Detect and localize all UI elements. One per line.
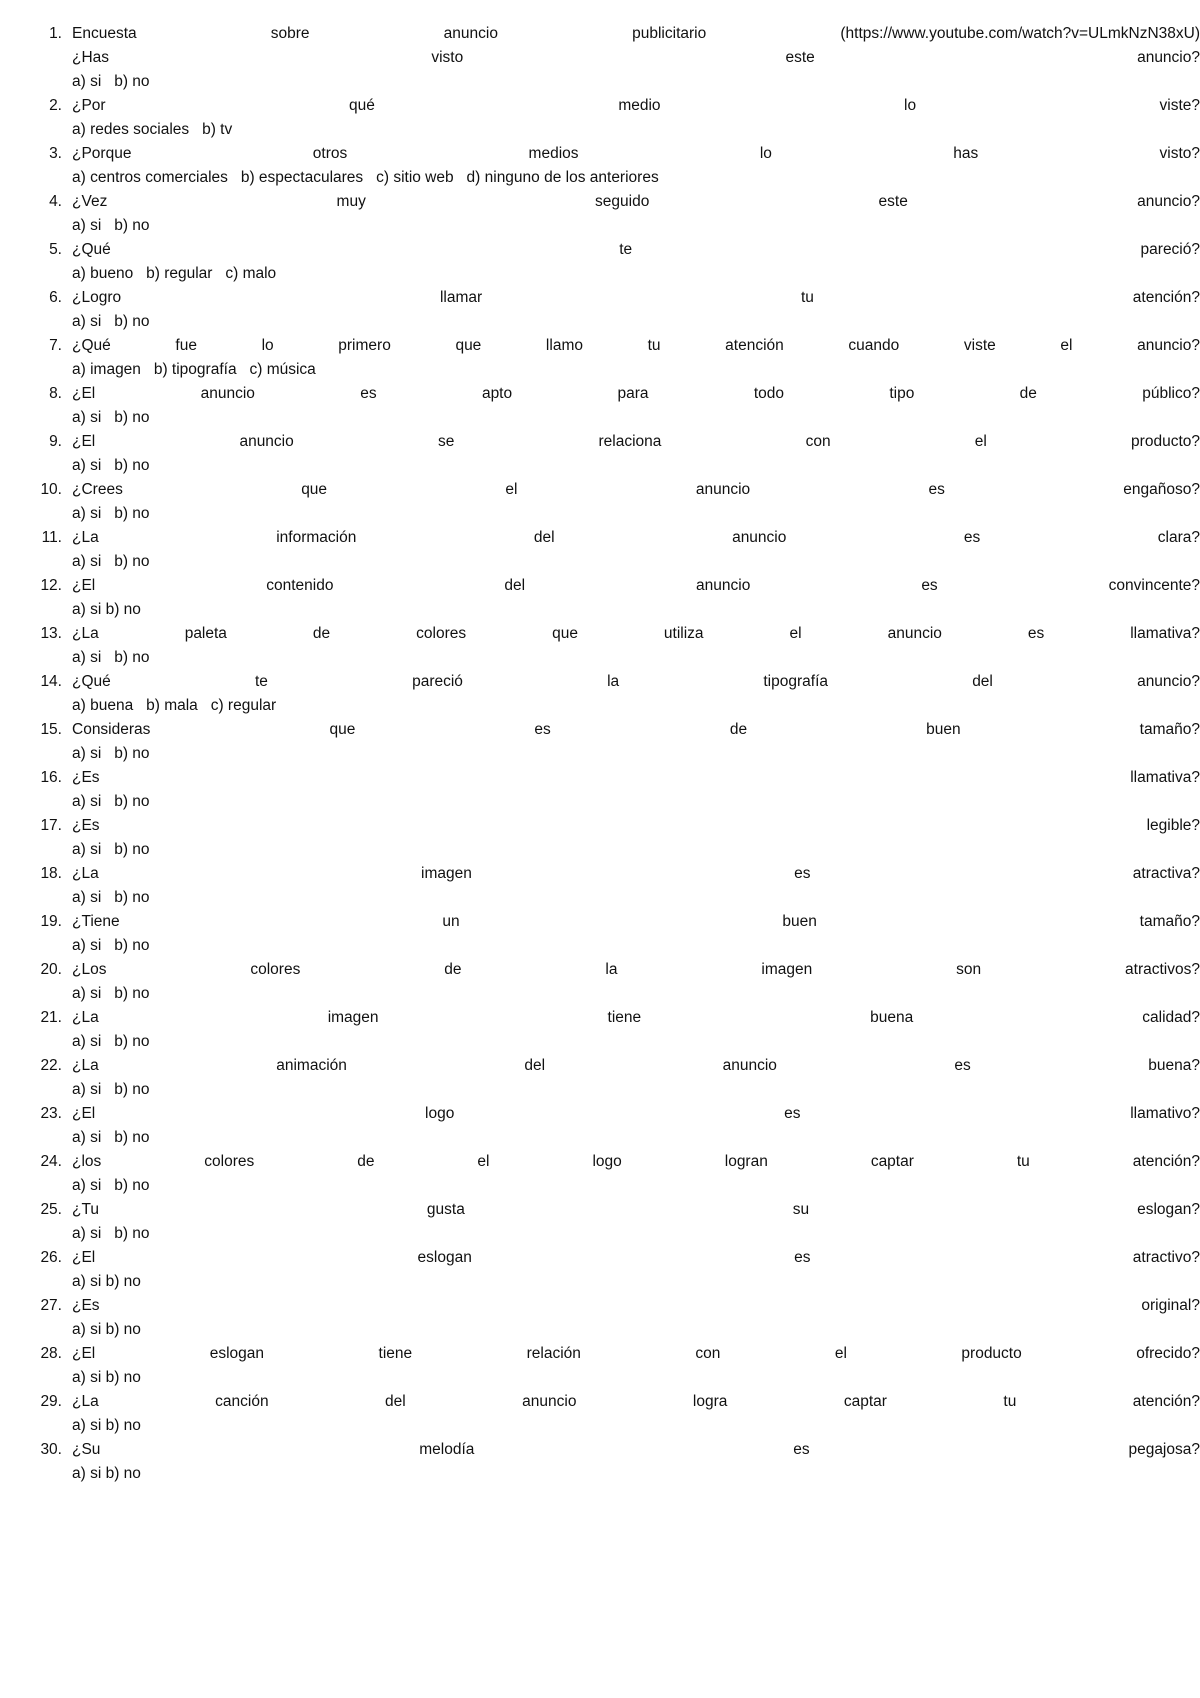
- list-item: [0, 1054, 1200, 1102]
- question-text: ¿La animación del anuncio es buena?: [72, 1057, 1200, 1074]
- answer-options: a) si b) no: [72, 1417, 141, 1434]
- list-item: [0, 334, 1200, 382]
- item-number: 26.: [40, 1249, 62, 1266]
- question-text: ¿Vez muy seguido este anuncio?: [72, 193, 1200, 210]
- question-text: Encuesta sobre anuncio publicitario (https://www.youtube.com/watch?v=ULmkNzN38xU): [72, 25, 1200, 42]
- answer-options: a) si b) no: [72, 985, 150, 1002]
- answer-options: a) si b) no: [72, 889, 150, 906]
- item-number: 8.: [49, 385, 62, 402]
- list-item: [0, 190, 1200, 238]
- list-item: [0, 382, 1200, 430]
- answer-options: a) si b) no: [72, 505, 150, 522]
- list-item: [0, 1006, 1200, 1054]
- list-item: [0, 1342, 1200, 1390]
- item-number: 23.: [40, 1105, 62, 1122]
- question-text: ¿El contenido del anuncio es convincente?: [72, 577, 1200, 594]
- item-number: 13.: [40, 625, 62, 642]
- list-item: [0, 1246, 1200, 1294]
- item-number: 10.: [40, 481, 62, 498]
- question-text: ¿Crees que el anuncio es engañoso?: [72, 481, 1200, 498]
- list-item: [0, 1198, 1200, 1246]
- answer-options: a) si b) no: [72, 1033, 150, 1050]
- answer-options: a) si b) no: [72, 937, 150, 954]
- question-text: ¿El logo es llamativo?: [72, 1105, 1200, 1122]
- question-text: ¿Tiene un buen tamaño?: [72, 913, 1200, 930]
- answer-options: a) si b) no: [72, 553, 150, 570]
- question-text: ¿Has visto este anuncio?: [72, 49, 1200, 66]
- question-text: ¿Porque otros medios lo has visto?: [72, 145, 1200, 162]
- question-list: [0, 22, 1200, 1486]
- item-number: 4.: [49, 193, 62, 210]
- question-text: ¿El eslogan es atractivo?: [72, 1249, 1200, 1266]
- list-item: [0, 142, 1200, 190]
- answer-options: a) si b) no: [72, 1177, 150, 1194]
- item-number: 7.: [49, 337, 62, 354]
- answer-options: a) bueno b) regular c) malo: [72, 265, 277, 282]
- question-text: Consideras que es de buen tamaño?: [72, 721, 1200, 738]
- list-item: [0, 958, 1200, 1006]
- list-item: [0, 286, 1200, 334]
- question-text: ¿La imagen es atractiva?: [72, 865, 1200, 882]
- list-item: [0, 238, 1200, 286]
- list-item: [0, 526, 1200, 574]
- list-item: [0, 718, 1200, 766]
- list-item: [0, 670, 1200, 718]
- answer-options: a) si b) no: [72, 1129, 150, 1146]
- list-item: [0, 1102, 1200, 1150]
- list-item: [0, 574, 1200, 622]
- item-number: 15.: [40, 721, 62, 738]
- list-item: [0, 94, 1200, 142]
- item-number: 12.: [40, 577, 62, 594]
- list-item: [0, 478, 1200, 526]
- answer-options: a) si b) no: [72, 793, 150, 810]
- question-text: ¿El eslogan tiene relación con el producto ofrecido?: [72, 1345, 1200, 1362]
- question-text: ¿La información del anuncio es clara?: [72, 529, 1200, 546]
- answer-options: a) si b) no: [72, 649, 150, 666]
- question-text: ¿Qué te pareció?: [72, 241, 1200, 258]
- item-number: 24.: [40, 1153, 62, 1170]
- item-number: 17.: [40, 817, 62, 834]
- item-number: 20.: [40, 961, 62, 978]
- item-number: 3.: [49, 145, 62, 162]
- list-item: [0, 430, 1200, 478]
- question-text: ¿El anuncio se relaciona con el producto?: [72, 433, 1200, 450]
- answer-options: a) si b) no: [72, 457, 150, 474]
- item-number: 6.: [49, 289, 62, 306]
- item-number: 21.: [40, 1009, 62, 1026]
- question-text: ¿Qué te pareció la tipografía del anuncio?: [72, 673, 1200, 690]
- item-number: 30.: [40, 1441, 62, 1458]
- question-text: ¿Qué fue lo primero que llamo tu atención cuando viste el anuncio?: [72, 337, 1200, 354]
- item-number: 2.: [49, 97, 62, 114]
- item-number: 22.: [40, 1057, 62, 1074]
- question-text: ¿La imagen tiene buena calidad?: [72, 1009, 1200, 1026]
- question-text: ¿Es legible?: [72, 817, 1200, 834]
- list-item: [0, 910, 1200, 958]
- list-item: [0, 1390, 1200, 1438]
- question-text: ¿Los colores de la imagen son atractivos?: [72, 961, 1200, 978]
- answer-options: a) si b) no: [72, 841, 150, 858]
- answer-options: a) centros comerciales b) espectaculares c) sitio web d) ninguno de los anteriores: [72, 169, 659, 186]
- item-number: 19.: [40, 913, 62, 930]
- answer-options: a) si b) no: [72, 601, 141, 618]
- answer-options: a) si b) no: [72, 1369, 141, 1386]
- item-number: 14.: [40, 673, 62, 690]
- question-text: ¿La canción del anuncio logra captar tu atención?: [72, 1393, 1200, 1410]
- answer-options: a) si b) no: [72, 745, 150, 762]
- item-number: 18.: [40, 865, 62, 882]
- answer-options: a) imagen b) tipografía c) música: [72, 361, 316, 378]
- item-number: 5.: [49, 241, 62, 258]
- question-text: ¿El anuncio es apto para todo tipo de público?: [72, 385, 1200, 402]
- item-number: 11.: [41, 529, 62, 546]
- list-item: [0, 766, 1200, 814]
- list-item: [0, 1294, 1200, 1342]
- item-number: 29.: [40, 1393, 62, 1410]
- list-item: [0, 862, 1200, 910]
- question-text: ¿Su melodía es pegajosa?: [72, 1441, 1200, 1458]
- answer-options: a) si b) no: [72, 409, 150, 426]
- question-text: ¿Es llamativa?: [72, 769, 1200, 786]
- answer-options: a) si b) no: [72, 1273, 141, 1290]
- question-text: ¿Es original?: [72, 1297, 1200, 1314]
- question-text: ¿Por qué medio lo viste?: [72, 97, 1200, 114]
- item-number: 28.: [40, 1345, 62, 1362]
- list-item: [0, 1150, 1200, 1198]
- question-text: ¿Tu gusta su eslogan?: [72, 1201, 1200, 1218]
- list-item: [0, 622, 1200, 670]
- list-item: [0, 1438, 1200, 1486]
- item-number: 9.: [49, 433, 62, 450]
- question-text: ¿La paleta de colores que utiliza el anuncio es llamativa?: [72, 625, 1200, 642]
- answer-options: a) si b) no: [72, 1081, 150, 1098]
- answer-options: a) si b) no: [72, 1465, 141, 1482]
- answer-options: a) si b) no: [72, 1321, 141, 1338]
- question-text: ¿los colores de el logo logran captar tu atención?: [72, 1153, 1200, 1170]
- item-number: 27.: [40, 1297, 62, 1314]
- answer-options: a) si b) no: [72, 1225, 150, 1242]
- list-item: [0, 22, 1200, 94]
- item-number: 1.: [49, 25, 62, 42]
- answer-options: a) si b) no: [72, 73, 150, 90]
- item-number: 16.: [40, 769, 62, 786]
- item-number: 25.: [40, 1201, 62, 1218]
- answer-options: a) si b) no: [72, 313, 150, 330]
- answer-options: a) si b) no: [72, 217, 150, 234]
- list-item: [0, 814, 1200, 862]
- answer-options: a) buena b) mala c) regular: [72, 697, 277, 714]
- question-text: ¿Logro llamar tu atención?: [72, 289, 1200, 306]
- answer-options: a) redes sociales b) tv: [72, 121, 233, 138]
